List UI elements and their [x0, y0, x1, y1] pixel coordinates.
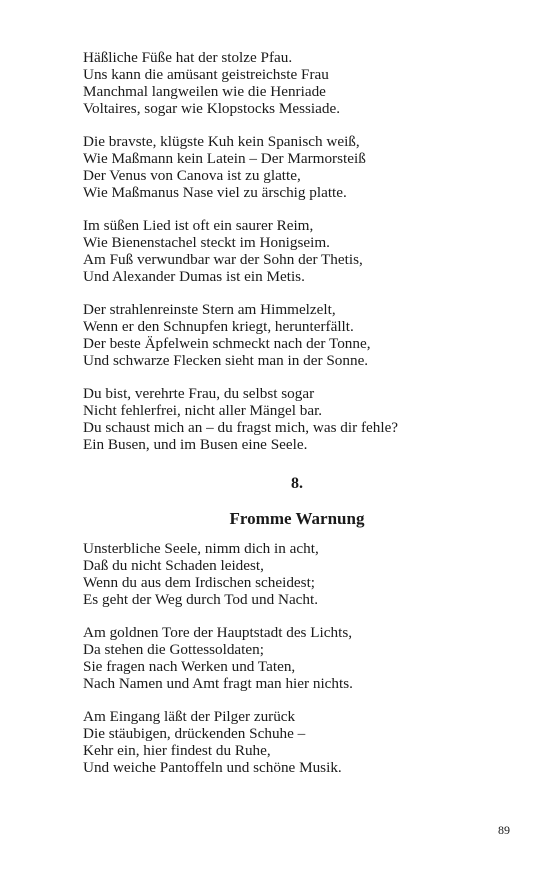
verse-line: Der beste Äpfelwein schmeckt nach der Tonne,	[83, 335, 371, 352]
verse-line: Wie Maßmanus Nase viel zu ärschig platte.	[83, 184, 347, 201]
stanza	[83, 133, 503, 201]
verse-line: Sie fragen nach Werken und Taten,	[83, 658, 296, 675]
poem-title: Fromme Warnung	[229, 509, 365, 528]
verse-line: Da stehen die Gottessoldaten;	[83, 641, 264, 658]
page-number: 89	[498, 823, 510, 837]
verse-line: Ein Busen, und im Busen eine Seele.	[83, 436, 308, 453]
stanza	[83, 385, 503, 453]
stanza	[83, 708, 503, 776]
poem-continued	[83, 49, 503, 453]
verse-line: Am Fuß verwundbar war der Sohn der Thetis,	[83, 251, 363, 268]
verse-line: Wenn er den Schnupfen kriegt, herunterfällt.	[83, 318, 354, 335]
verse-line: Es geht der Weg durch Tod und Nacht.	[83, 591, 319, 608]
verse-line: Häßliche Füße hat der stolze Pfau.	[83, 49, 293, 66]
verse-line: Wenn du aus dem Irdischen scheidest;	[83, 574, 316, 591]
stanza	[83, 301, 503, 369]
verse-line: Der Venus von Canova ist zu glatte,	[83, 167, 301, 184]
stanza	[83, 217, 503, 285]
verse-line: Die stäubigen, drückenden Schuhe –	[83, 725, 306, 742]
poem-number: 8.	[291, 475, 303, 492]
verse-line: Am Eingang läßt der Pilger zurück	[83, 708, 296, 725]
verse-line: Manchmal langweilen wie die Henriade	[83, 83, 326, 100]
verse-line: Du schaust mich an – du fragst mich, was dir fehle?	[83, 419, 399, 436]
verse-line: Und schwarze Flecken sieht man in der Sonne.	[83, 352, 369, 369]
poem-fromme-warnung	[83, 475, 503, 776]
verse-line: Die bravste, klügste Kuh kein Spanisch weiß,	[83, 133, 360, 150]
verse-line: Der strahlenreinste Stern am Himmelzelt,	[83, 301, 336, 318]
verse-line: Du bist, verehrte Frau, du selbst sogar	[83, 385, 315, 402]
verse-line: Am goldnen Tore der Hauptstadt des Lichts,	[83, 624, 353, 641]
verse-line: Und Alexander Dumas ist ein Metis.	[83, 268, 305, 285]
verse-line: Kehr ein, hier findest du Ruhe,	[83, 742, 271, 759]
verse-line: Daß du nicht Schaden leidest,	[83, 557, 264, 574]
verse-line: Wie Bienenstachel steckt im Honigseim.	[83, 234, 330, 251]
verse-line: Im süßen Lied ist oft ein saurer Reim,	[83, 217, 314, 234]
verse-line: Nach Namen und Amt fragt man hier nichts.	[83, 675, 353, 692]
verse-line: Uns kann die amüsant geistreichste Frau	[83, 66, 329, 83]
verse-line: Voltaires, sogar wie Klopstocks Messiade.	[83, 100, 341, 117]
verse-line: Und weiche Pantoffeln und schöne Musik.	[83, 759, 342, 776]
verse-line: Wie Maßmann kein Latein – Der Marmorsteiß	[83, 150, 366, 167]
verse-line: Nicht fehlerfrei, nicht aller Mängel bar.	[83, 402, 323, 419]
stanza	[83, 49, 503, 117]
page-text	[83, 49, 503, 792]
stanza	[83, 540, 503, 608]
verse-line: Unsterbliche Seele, nimm dich in acht,	[83, 540, 319, 557]
stanza	[83, 624, 503, 692]
